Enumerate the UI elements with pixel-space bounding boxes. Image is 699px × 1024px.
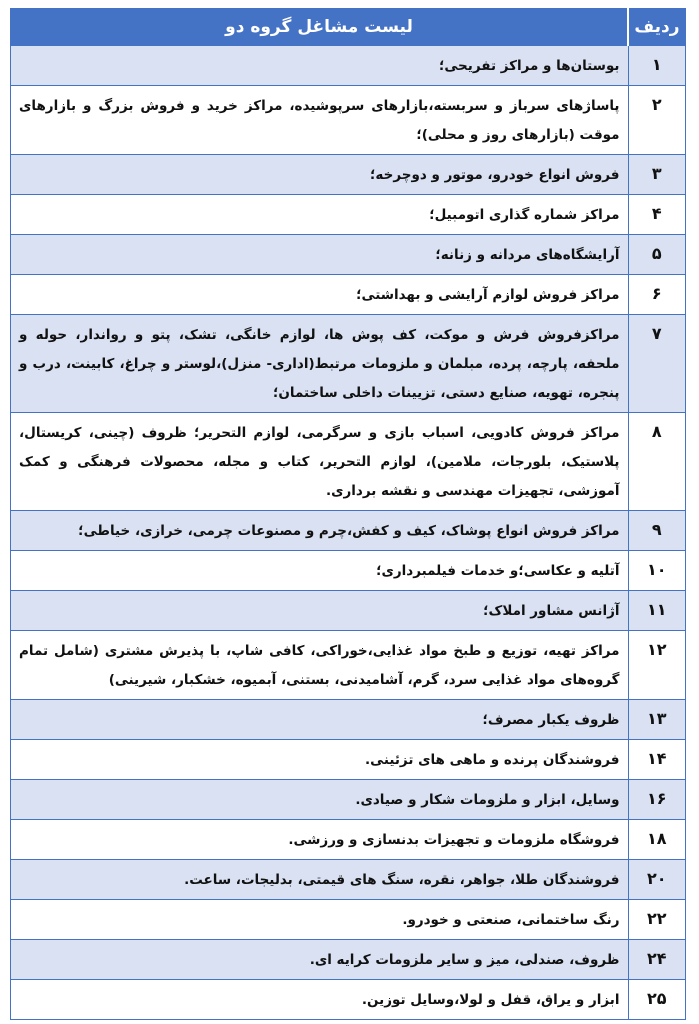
table-row: [11, 820, 686, 860]
table-header-row: [11, 9, 686, 46]
row-number: ۳: [628, 155, 686, 195]
table-row: [11, 511, 686, 551]
table-row: [11, 86, 686, 155]
row-text: ظروف یکبار مصرف؛: [11, 700, 629, 740]
row-text: آرایشگاه‌های مردانه و زنانه؛: [11, 235, 629, 275]
row-text: آژانس مشاور املاک؛: [11, 591, 629, 631]
row-text: فروشگاه ملزومات و تجهیزات بدنسازی و ورزشی.: [11, 820, 629, 860]
row-number: ۲۰: [628, 860, 686, 900]
row-number: ۱۱: [628, 591, 686, 631]
row-text: رنگ ساختمانی، صنعتی و خودرو.: [11, 900, 629, 940]
row-number: ۲۲: [628, 900, 686, 940]
table-row: [11, 195, 686, 235]
row-number: ۷: [628, 315, 686, 413]
row-text: مراکز تهیه، توزیع و طبخ مواد غذایی،خوراکی، کافی شاپ، با پذیرش مشتری (شامل تمام گروه‌های مواد غذایی سرد، گرم، آشامیدنی، بستنی، آبمیوه، خشکبار، شیرینی): [11, 631, 629, 700]
table-body: [11, 46, 686, 1020]
row-text: فروشندگان طلا، جواهر، نقره، سنگ های قیمتی، بدلیجات، ساعت.: [11, 860, 629, 900]
row-number: ۱۸: [628, 820, 686, 860]
table-row: [11, 740, 686, 780]
table-row: [11, 860, 686, 900]
header-row-number: ردیف: [628, 9, 686, 46]
table-row: [11, 980, 686, 1020]
occupations-table: [10, 8, 686, 1020]
table-row: [11, 591, 686, 631]
table-row: [11, 700, 686, 740]
row-text: مراکزفروش فرش و موکت، کف پوش ها، لوازم خانگی، تشک، پتو و رواندار، حوله و ملحفه، پارچه، پرده، مبلمان و ملزومات مرتبط(اداری- منزل)،لوستر و چراغ، کابینت، درب و پنجره، تهویه، صنایع دستی، تزیینات داخلی ساختمان؛: [11, 315, 629, 413]
row-number: ۲: [628, 86, 686, 155]
table-row: [11, 940, 686, 980]
table-row: [11, 631, 686, 700]
row-text: وسایل، ابزار و ملزومات شکار و صیادی.: [11, 780, 629, 820]
row-text: پاساژهای سرباز و سربسته،بازارهای سرپوشیده، مراکز خرید و فروش بزرگ و بازارهای موقت (بازارهای روز و محلی)؛: [11, 86, 629, 155]
row-number: ۱۲: [628, 631, 686, 700]
row-text: بوستان‌ها و مراکز تفریحی؛: [11, 46, 629, 86]
row-text: فروشندگان پرنده و ماهی های تزئینی.: [11, 740, 629, 780]
table-row: [11, 413, 686, 511]
row-number: ۹: [628, 511, 686, 551]
row-text: مراکز فروش انواع پوشاک، کیف و کفش،چرم و مصنوعات چرمی، خرازی، خیاطی؛: [11, 511, 629, 551]
table-row: [11, 315, 686, 413]
table-row: [11, 551, 686, 591]
row-text: فروش انواع خودرو، موتور و دوچرخه؛: [11, 155, 629, 195]
occupations-table-wrapper: [10, 8, 686, 1020]
table-row: [11, 46, 686, 86]
row-number: ۴: [628, 195, 686, 235]
row-number: ۶: [628, 275, 686, 315]
row-text: مراکز شماره گذاری اتومبیل؛: [11, 195, 629, 235]
row-text: مراکز فروش لوازم آرایشی و بهداشتی؛: [11, 275, 629, 315]
row-number: ۱۰: [628, 551, 686, 591]
table-row: [11, 275, 686, 315]
table-row: [11, 780, 686, 820]
row-text: ظروف، صندلی، میز و سایر ملزومات کرایه ای.: [11, 940, 629, 980]
row-number: ۵: [628, 235, 686, 275]
row-text: ابزار و یراق، قفل و لولا،وسایل توزین.: [11, 980, 629, 1020]
row-text: آتلیه و عکاسی؛و خدمات فیلمبرداری؛: [11, 551, 629, 591]
table-row: [11, 235, 686, 275]
row-text: مراکز فروش کادویی، اسباب بازی و سرگرمی، لوازم التحریر؛ ظروف (چینی، کریستال، پلاستیک، بلورجات، ملامین)، لوازم التحریر، کتاب و مجله، محصولات فرهنگی و کمک آموزشی، تجهیزات مهندسی و نقشه برداری.: [11, 413, 629, 511]
table-row: [11, 900, 686, 940]
row-number: ۲۵: [628, 980, 686, 1020]
row-number: ۲۴: [628, 940, 686, 980]
row-number: ۸: [628, 413, 686, 511]
table-row: [11, 155, 686, 195]
row-number: ۱۳: [628, 700, 686, 740]
row-number: ۱۴: [628, 740, 686, 780]
row-number: ۱۶: [628, 780, 686, 820]
header-title: لیست مشاغل گروه دو: [11, 9, 629, 46]
row-number: ۱: [628, 46, 686, 86]
